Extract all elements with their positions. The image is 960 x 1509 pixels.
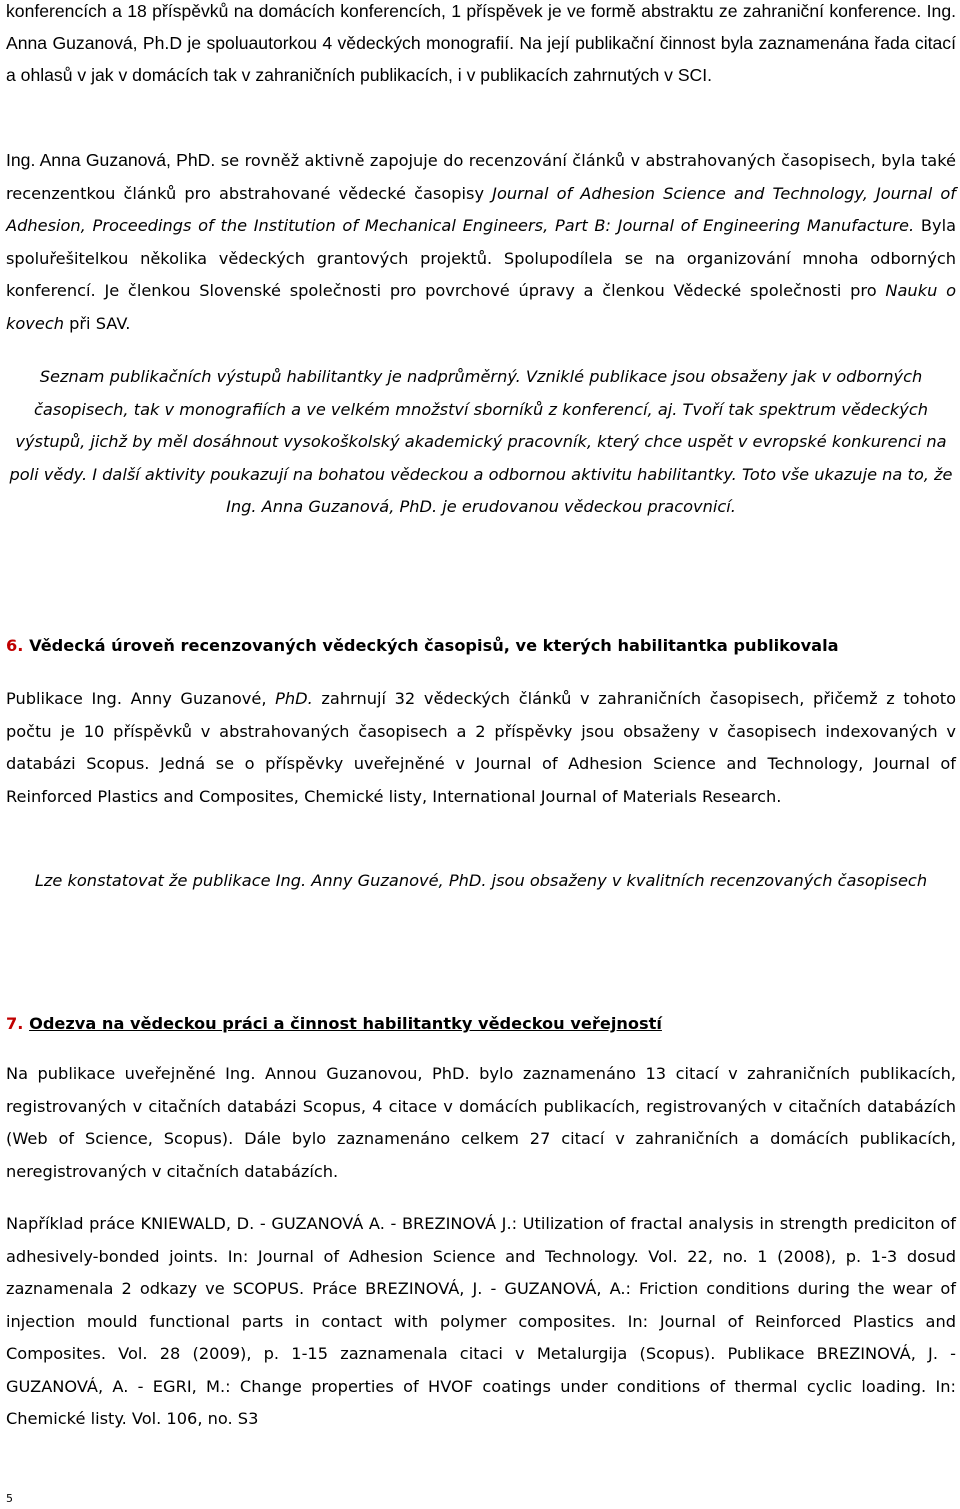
- reviewing-text-2: Byla spoluřešitelkou několika vědeckých grantových projektů. Spolupodílela se na organizování mnoha odborných konferencí. Je členkou Slovenské společnosti pro povrchové úpravy a členkou Vědecké společnosti pro: [6, 216, 957, 300]
- section-7-heading: [6, 1008, 956, 1040]
- paragraph-conclusion: Lze konstatovat že publikace Ing. Anny Guzanové, PhD. jsou obsaženy v kvalitních recenzovaných časopisech: [34, 871, 928, 890]
- reviewed-journals: Journal of Adhesion Science and Technology, Journal of Adhesion, Proceedings of the Institution of Mechanical Engineers, Part B: Journal of Engineering Manufacture.: [6, 183, 956, 235]
- journal-pub-text-1: Publikace Ing. Anny Guzanové,: [6, 689, 276, 708]
- paragraph-reviewing-activities: [6, 144, 956, 340]
- paragraph-cited-works: Například práce KNIEWALD, D. - GUZANOVÁ A. - BREZINOVÁ J.: Utilization of fractal analysis in strength prediciton of adhesively-bonded joints. In: Journal of Adhesion Science and Technology. Vol. 22, no. 1 (2008), p. 1-3 dosud zaznamenala 2 odkazy ve SCOPUS. Práce BREZINOVÁ, J. - GUZANOVÁ, A.: Friction conditions during the wear of injection mould functional parts in contact with polymer composites. In: Journal of Reinforced Plastics and Composites. Vol. 28 (2009), p. 1-15 zaznamenala citaci v Metalurgija (Scopus). Publikace BREZINOVÁ, J. - GUZANOVÁ, A. - EGRI, M.: Change properties of HVOF coatings under conditions of thermal cyclic loading. In: Chemické listy. Vol. 106, no. S3: [6, 1214, 956, 1428]
- reviewing-text-1: se rovněž aktivně zapojuje do recenzování článků v abstrahovaných časopisech, byla také recenzentkou článků pro abstrahované vědecké časopisy: [6, 151, 956, 203]
- section-6-heading: [6, 630, 956, 662]
- journal-pub-text-2: zahrnují 32 vědeckých článků v zahraničních časopisech, přičemž z tohoto počtu je 10 příspěvků v abstrahovaných časopisech a 2 příspěvky jsou obsaženy v časopisech indexovaných v databázi Scopus. Jedná se o příspěvky uveřejněné v Journal of Adhesion Science and Technology, Journal of Reinforced Plastics and Composites, Chemické listy, International Journal of Materials Research.: [6, 689, 957, 806]
- paragraph-evaluation: Seznam publikačních výstupů habilitantky je nadprůměrný. Vzniklé publikace jsou obsaženy jak v odborných časopisech, tak v monografiích a ve velkém množství sborníků z konferencí, aj. Tvoří tak spektrum vědeckých výstupů, jichž by měl dosáhnout vysokoškolský akademický pracovník, který chce uspět v evropské konkurenci na poli vědy. I další aktivity poukazují na bohatou vědeckou a odbornou aktivitu habilitantky. Toto vše ukazuje na to, že Ing. Anna Guzanová, PhD. je erudovanou vědeckou pracovnicí.: [9, 367, 953, 516]
- section-7-title: Odezva na vědeckou práci a činnost habilitantky vědeckou veřejností: [29, 1014, 662, 1033]
- reviewer-name: Ing. Anna Guzanová, PhD.: [6, 150, 216, 170]
- section-6-number: 6.: [6, 636, 24, 655]
- paragraph-journal-publications: [6, 683, 956, 813]
- journal-pub-degree: PhD.: [275, 689, 313, 708]
- page-number: 5: [6, 1492, 13, 1505]
- society-name-italic: Nauku o kovech: [6, 281, 956, 333]
- section-7-number: 7.: [6, 1014, 24, 1033]
- reviewing-text-3: při SAV.: [63, 313, 131, 333]
- section-6-title: Vědecká úroveň recenzovaných vědeckých časopisů, ve kterých habilitantka publikovala: [29, 636, 839, 655]
- paragraph-citations: Na publikace uveřejněné Ing. Annou Guzanovou, PhD. bylo zaznamenáno 13 citací v zahraničních publikacích, registrovaných v citačních databázi Scopus, 4 citace v domácích publikacích, registrovaných v citačních databázích (Web of Science, Scopus). Dále bylo zaznamenáno celkem 27 citací v zahraničních a domácích publikacích, neregistrovaných v citačních databázích.: [6, 1064, 956, 1181]
- paragraph-publication-summary: konferencích a 18 příspěvků na domácích konferencích, 1 příspěvek je ve formě abstraktu ze zahraniční konference. Ing. Anna Guzanová, Ph.D je spoluautorkou 4 vědeckých monografií. Na její publikační činnost byla zaznamenána řada citací a ohlasů v jak v domácích tak v zahraničních publikacích, i v publikacích zahrnutých v SCI.: [6, 1, 956, 85]
